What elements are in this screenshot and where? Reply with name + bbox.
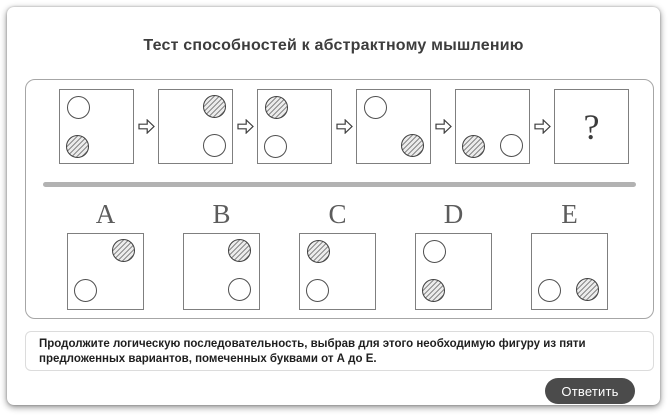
empty-circle [203,134,226,157]
option-figure-a[interactable] [67,233,144,310]
option-figure-d[interactable] [415,233,492,310]
empty-circle [538,279,561,302]
hatched-circle [307,240,330,263]
question-mark: ? [583,106,600,147]
answer-option-c [300,199,375,310]
sequence-cell [59,89,134,164]
option-figure-b[interactable] [183,233,260,310]
arrow-icon [134,90,158,163]
quiz-card [7,7,660,405]
option-letter: C [328,199,347,229]
empty-circle [423,240,446,263]
sequence-cell [158,89,233,164]
empty-circle [74,279,97,302]
empty-circle [67,96,90,119]
options-row [68,199,607,310]
page-title: Тест способностей к абстрактному мышлению [143,37,524,54]
arrow-icon [431,90,455,163]
arrow-icon [530,90,554,163]
instruction-text: Продолжите логическую последовательность, выбрав для этого необходимую фигуру из пяти предложенных вариантов, помеченных буквами от А до Е. [25,331,654,371]
answer-option-b [184,199,259,310]
hatched-circle [228,239,251,262]
option-letter: B [212,199,231,229]
arrow-icon [332,90,356,163]
hatched-circle [203,95,226,118]
hatched-circle [66,135,89,158]
option-figure-e[interactable] [531,233,608,310]
sequence-cell [356,89,431,164]
hatched-circle [462,135,485,158]
answer-option-a [68,199,143,310]
empty-circle [264,135,287,158]
empty-circle [364,96,387,119]
hatched-circle [401,134,424,157]
empty-circle [306,279,329,302]
option-figure-c[interactable] [299,233,376,310]
answer-button[interactable]: Ответить [545,378,635,404]
arrow-icon [233,90,257,163]
hatched-circle [422,279,445,302]
empty-circle [500,134,523,157]
hatched-circle [112,239,135,262]
answer-option-d [416,199,491,310]
option-letter: D [443,199,464,229]
option-letter: E [561,199,578,229]
hatched-circle [265,96,288,119]
empty-circle [228,278,251,301]
sequence-cell [257,89,332,164]
puzzle-panel [25,79,654,319]
sequence-cell [455,89,530,164]
answer-option-e [532,199,607,310]
unknown-cell [554,89,629,164]
hatched-circle [576,278,599,301]
divider [43,182,636,187]
option-letter: A [95,199,116,229]
sequence-row [59,89,629,164]
